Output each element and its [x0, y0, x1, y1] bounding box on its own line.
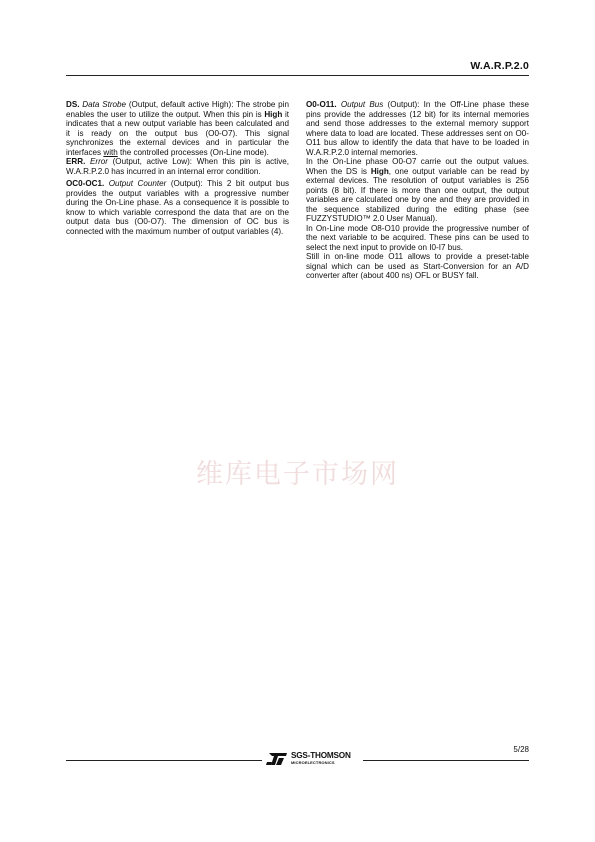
term-o0-o11: O0-O11. — [306, 100, 337, 109]
st-logo-icon — [266, 752, 288, 766]
text-ds-cont: it indicates that a new output variable has been calculated and it is ready on the output bus (O0-O7). This signal synchronizes the external devices and in particular the interfaces — [66, 109, 289, 157]
text-online-phase-cont: , one output variable can be read by external devices. The resolution of output variables is 256 points (8 bit). If there is more than one output, the output variables are calculated one by one and they are provided in the sequence stabilized during the editing phase (see FUZZYSTUDIO™ 2.0 User Manual). — [306, 166, 530, 223]
text-ds: (Output, default active High): The strobe pin enables the user to utilize the output. When this pin is — [66, 100, 289, 119]
left-column — [66, 100, 289, 239]
name-error: Error — [89, 157, 108, 166]
paragraph-o0-o11 — [306, 100, 529, 157]
paragraph-ds — [66, 100, 289, 157]
term-err: ERR. — [66, 157, 86, 166]
footer-rule-right — [363, 760, 529, 761]
page-header-title: W.A.R.P.2.0 — [470, 60, 529, 72]
company-logo — [266, 751, 360, 769]
text-online-phase: In the On-Line phase O0-O7 carrie out the output values. When the DS is — [306, 157, 529, 176]
text-err: (Output, active Low): When this pin is active, W.A.R.P.2.0 has incurred in an internal error condition. — [66, 157, 289, 176]
underlined-with: with — [103, 147, 118, 157]
bold-high-right: High — [370, 166, 389, 176]
term-oc: OC0-OC1. — [66, 179, 105, 188]
paragraph-online-phase — [306, 157, 529, 224]
paragraph-o11: Still in on-line mode O11 allows to provide a preset-table signal which can be used as Start-Conversion for an A/D converter after (about 400 ns) OFL or BUSY fall. — [306, 252, 529, 280]
name-data-strobe: Data Strobe — [82, 100, 127, 109]
paragraph-oc — [66, 179, 289, 236]
paragraph-online-mode: In On-Line mode O8-O10 provide the progressive number of the next variable to be acquired. These pins can be used to select the next input to provide on I0-I7 bus. — [306, 223, 529, 252]
watermark: 维库电子市场网 — [196, 459, 399, 490]
right-column — [306, 100, 529, 284]
name-output-counter: Output Counter — [108, 179, 167, 188]
term-ds: DS. — [66, 100, 80, 109]
text-ds-end: the controlled processes (On-Line mode). — [117, 147, 269, 157]
logo-name: SGS-THOMSON — [291, 751, 351, 760]
paragraph-err — [66, 157, 289, 176]
logo-subtitle: MICROELECTRONICS — [291, 760, 335, 765]
footer-rule-left — [66, 760, 262, 761]
text-oc: (Output): This 2 bit output bus provides the output variables with a progressive number during the On-Line phase. As a consequence it is possible to know to which variable correspond the data that are on the output data bus (O0-O7). The dimension of OC bus is connected with the maximum number of output variables (4). — [66, 179, 289, 236]
bold-high: High — [264, 109, 283, 119]
name-output-bus: Output Bus — [340, 100, 384, 109]
header-rule — [66, 75, 529, 76]
page-number: 5/28 — [513, 745, 529, 754]
text-o0-o11: (Output): In the Off-Line phase these pins provide the addresses (12 bit) for its internal memories and send those addresses to the external memory support where data to load are located. These addresses sent on O0-O11 bus allow to identify the data that have to be loaded in W.A.R.P.2.0 internal memories. — [306, 100, 529, 157]
